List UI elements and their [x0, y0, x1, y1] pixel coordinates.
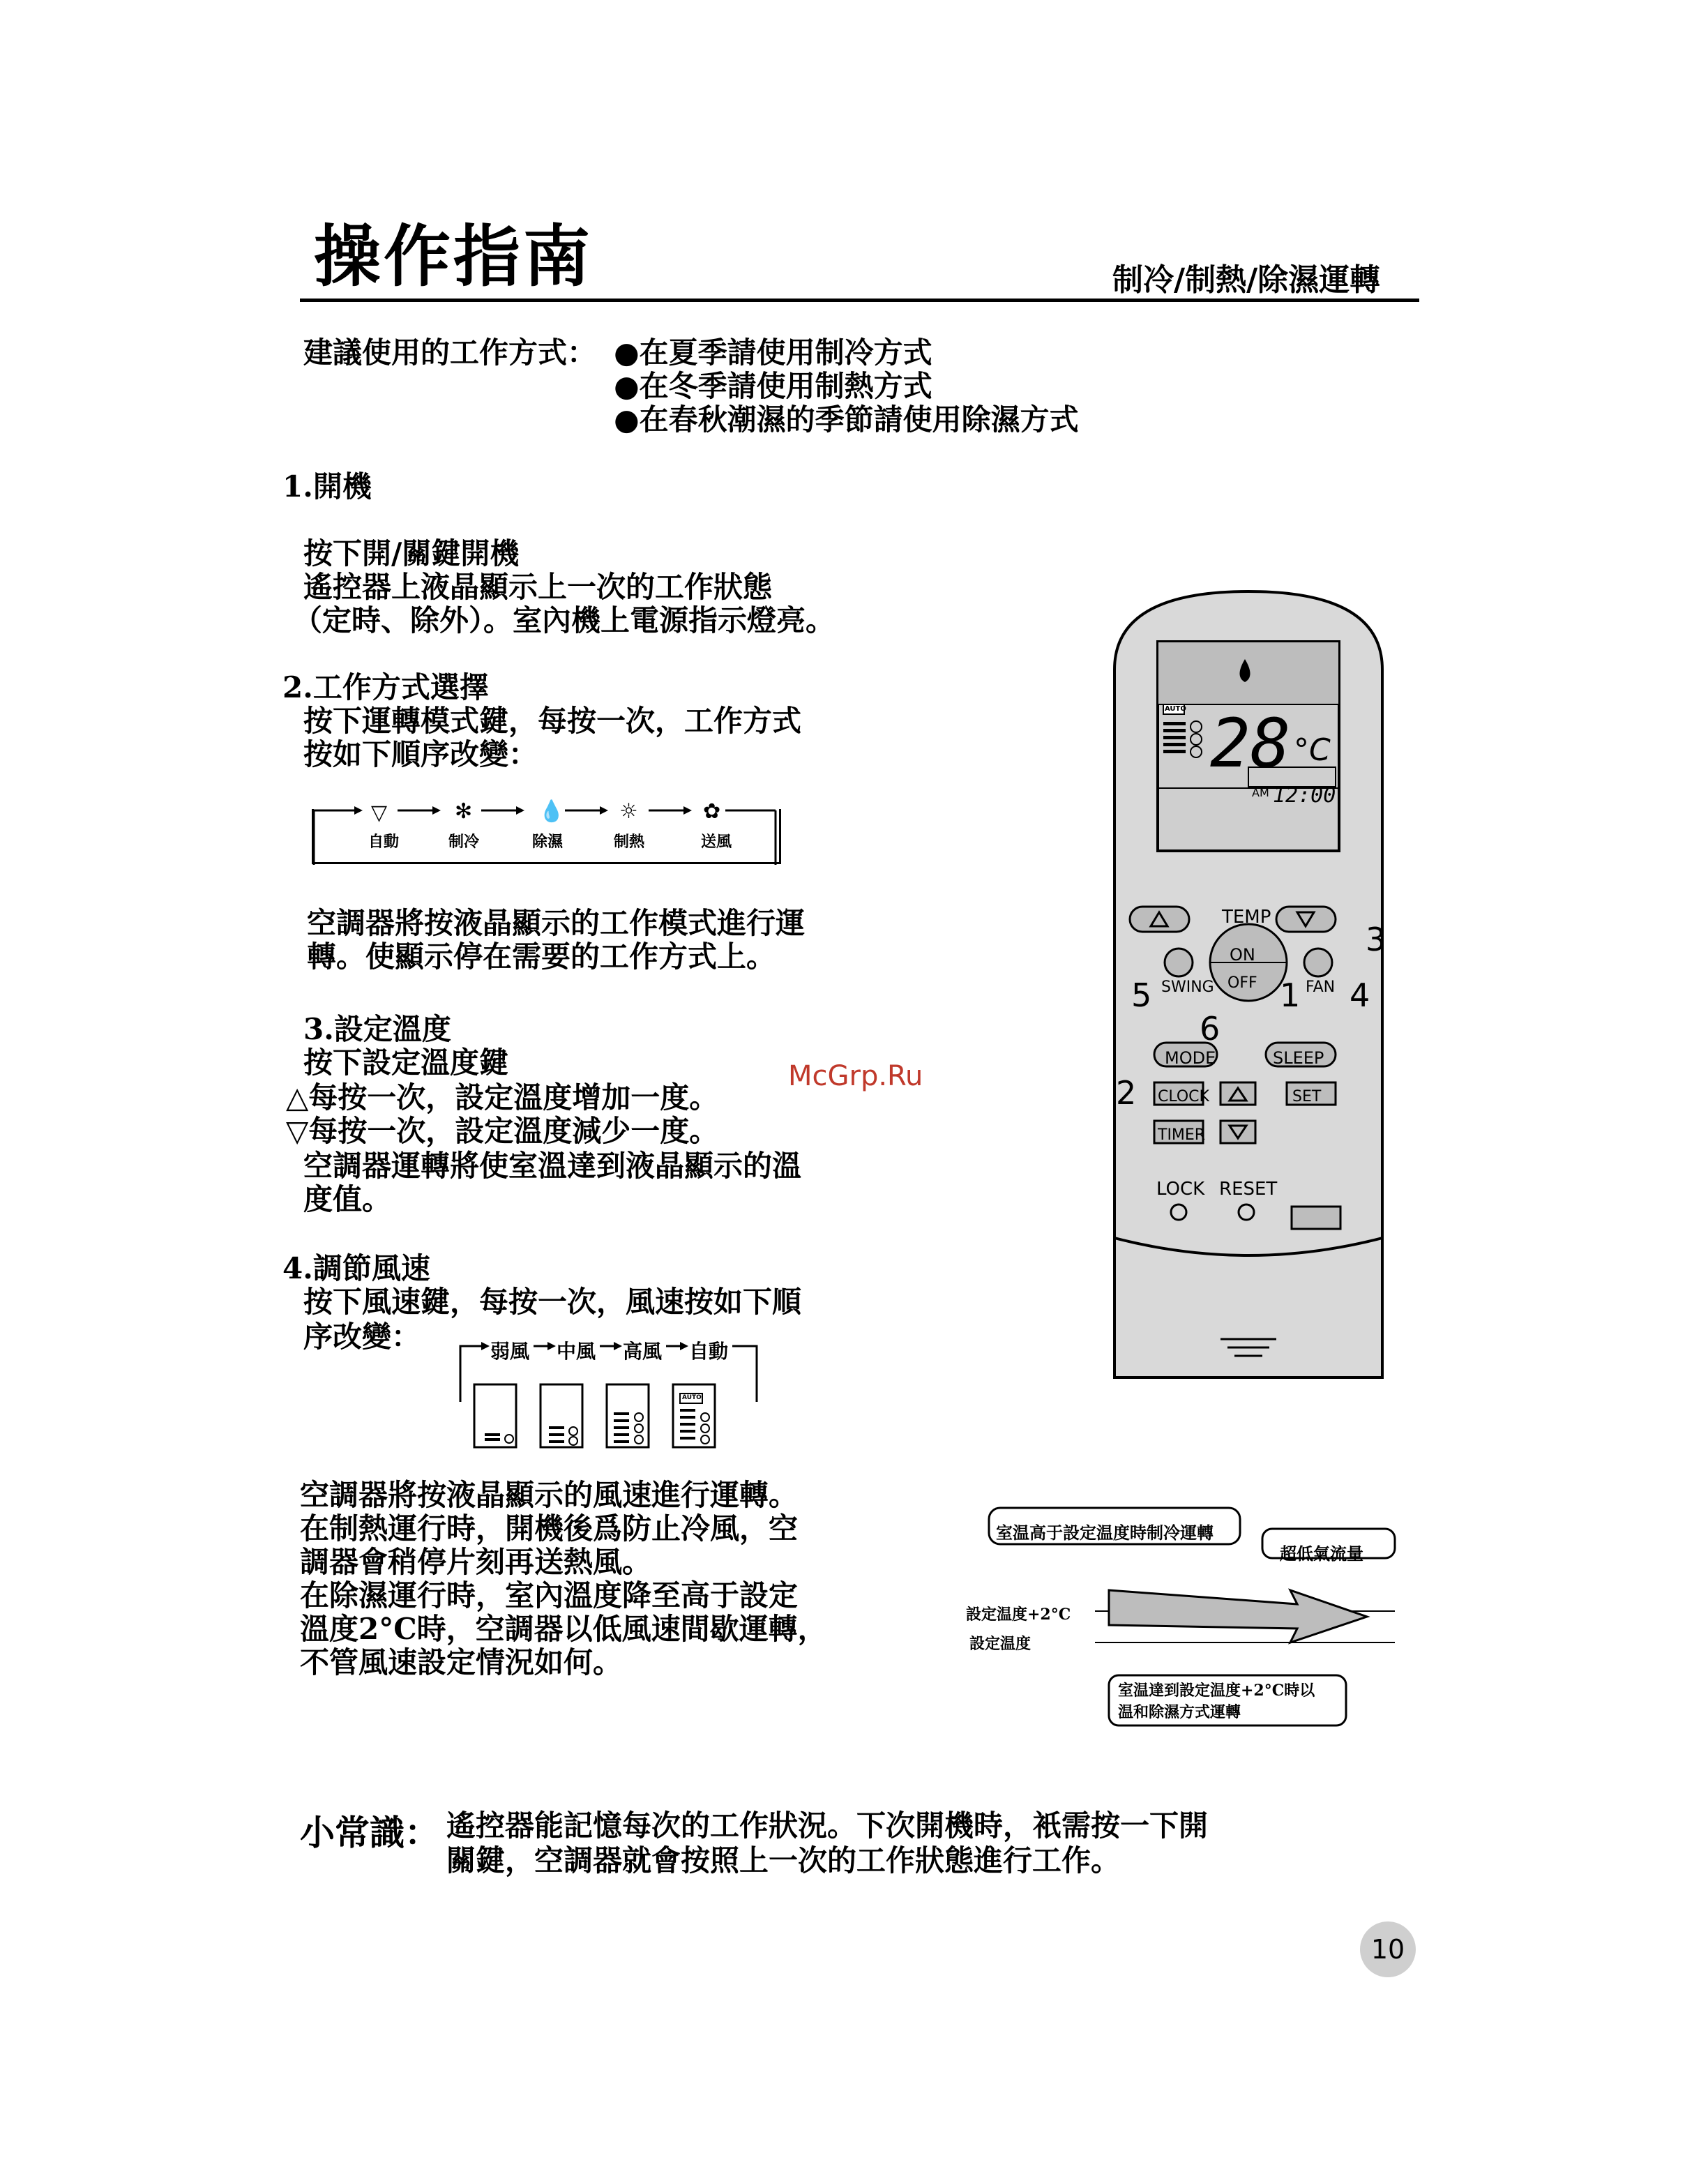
timer-button-label[interactable]: TIMER — [1158, 1126, 1206, 1144]
step4-note: 調器會稍停片刻再送熱風。 — [300, 1545, 652, 1579]
step3-line: △每按一次，設定溫度增加一度。 — [286, 1080, 719, 1115]
reset-button-label[interactable]: RESET — [1219, 1179, 1278, 1200]
callout-number: 2 — [1116, 1074, 1137, 1112]
temp-button-label[interactable]: TEMP — [1222, 907, 1271, 928]
recommend-item: ●在夏季請使用制冷方式 — [614, 335, 932, 370]
step4-line: 序改變： — [303, 1320, 421, 1354]
clock-button-label[interactable]: CLOCK — [1158, 1088, 1209, 1105]
step2-note: 轉。使顯示停在需要的工作方式上。 — [307, 939, 776, 974]
mode-label: 制熱 — [614, 833, 645, 851]
mode-label: 自動 — [368, 833, 400, 851]
step4-note: 在除濕運行時，室內溫度降至高于設定 — [300, 1578, 799, 1613]
recommend-label: 建議使用的工作方式： — [303, 335, 597, 370]
swing-button-label[interactable]: SWING — [1161, 979, 1214, 996]
step3-line: 度值。 — [303, 1182, 392, 1216]
step1-line: 遙控器上液晶顯示上一次的工作狀態 — [303, 570, 773, 604]
speed-label: 高風 — [623, 1340, 663, 1363]
callout-dry-mode: 温和除濕方式運轉 — [1118, 1703, 1241, 1721]
callout-number: 4 — [1350, 976, 1370, 1014]
callout-number: 1 — [1280, 976, 1301, 1014]
recommend-item: ●在冬季請使用制熱方式 — [614, 369, 932, 403]
lock-button-label[interactable]: LOCK — [1156, 1179, 1205, 1200]
step2-heading: 2.工作方式選擇 — [282, 670, 489, 704]
step3-line: 空調器運轉將使室溫達到液晶顯示的溫 — [303, 1149, 802, 1183]
lcd-temperature: 28 — [1210, 704, 1291, 783]
sleep-button-label[interactable]: SLEEP — [1273, 1048, 1324, 1068]
tip-label: 小常識： — [300, 1812, 439, 1853]
callout-low-airflow: 超低氣流量 — [1280, 1543, 1363, 1564]
speed-label: 自動 — [689, 1340, 729, 1363]
step4-note: 在制熱運行時，開機後爲防止冷風，空 — [300, 1511, 799, 1546]
step1-line: 按下開/關鍵開機 — [303, 536, 520, 571]
page-title: 操作指南 — [314, 217, 593, 296]
section-subtitle: 制冷/制熱/除濕運轉 — [1112, 262, 1381, 298]
step1-heading: 1.開機 — [282, 469, 372, 504]
step3-heading: 3.設定溫度 — [303, 1012, 451, 1046]
mode-button-label[interactable]: MODE — [1165, 1048, 1216, 1068]
step4-note: 不管風速設定情況如何。 — [300, 1645, 623, 1679]
set-button-label[interactable]: SET — [1292, 1088, 1322, 1105]
tip-line: 關鍵，空調器就會按照上一次的工作狀態進行工作。 — [446, 1843, 1121, 1878]
step2-line: 按如下順序改變： — [303, 737, 538, 771]
off-button-label[interactable]: OFF — [1227, 974, 1257, 992]
step4-note: 溫度2°C時，空調器以低風速間歇運轉， — [300, 1612, 827, 1646]
mode-label: 送風 — [701, 833, 732, 851]
lcd-auto: AUTO — [1165, 705, 1186, 713]
callout-number: 3 — [1366, 921, 1386, 958]
tip-line: 遙控器能記憶每次的工作狀況。下次開機時，衹需按一下開 — [446, 1808, 1209, 1843]
dry-mode-icon: 💧 — [538, 799, 565, 824]
heat-mode-icon: ☼ — [619, 799, 638, 824]
step3-line: ▽每按一次，設定溫度減少一度。 — [286, 1114, 719, 1148]
fan-mode-icon: ✿ — [703, 799, 721, 824]
page-number: 10 — [1360, 1921, 1416, 1977]
watermark: McGrp.Ru — [788, 1060, 923, 1092]
lcd-unit: °C — [1294, 732, 1331, 768]
header-rule — [300, 299, 1419, 302]
lcd-time: 12:00 — [1273, 783, 1336, 808]
on-button-label[interactable]: ON — [1230, 945, 1255, 965]
lcd-am: AM — [1252, 786, 1269, 799]
auto-mode-icon: ▽ — [371, 801, 388, 825]
fan-auto-label: AUTO — [682, 1394, 702, 1401]
callout-number: 6 — [1200, 1010, 1220, 1048]
recommend-item: ●在春秋潮濕的季節請使用除濕方式 — [614, 402, 1079, 437]
step4-note: 空調器將按液晶顯示的風速進行運轉。 — [300, 1478, 799, 1512]
speed-label: 中風 — [557, 1340, 596, 1363]
label-set-temp-plus2: 設定温度+2°C — [966, 1606, 1071, 1624]
callout-number: 5 — [1131, 976, 1152, 1014]
mode-label: 制冷 — [448, 833, 480, 851]
step2-note: 空調器將按液晶顯示的工作模式進行運 — [307, 906, 806, 940]
step1-line: （定時、除外）。室內機上電源指示燈亮。 — [293, 603, 836, 637]
step2-line: 按下運轉模式鍵，每按一次，工作方式 — [303, 704, 802, 738]
step3-line: 按下設定溫度鍵 — [303, 1045, 509, 1080]
label-set-temp: 設定温度 — [969, 1635, 1031, 1653]
callout-dry-mode: 室温達到設定温度+2°C時以 — [1118, 1682, 1315, 1700]
cool-mode-icon: ✻ — [455, 799, 473, 824]
fan-button-label[interactable]: FAN — [1306, 979, 1336, 996]
callout-cooling: 室温高于設定温度時制冷運轉 — [996, 1523, 1214, 1543]
step4-line: 按下風速鍵，每按一次，風速按如下順 — [303, 1285, 802, 1319]
speed-label: 弱風 — [490, 1340, 530, 1363]
mode-label: 除濕 — [532, 833, 564, 851]
step4-heading: 4.調節風速 — [282, 1251, 430, 1285]
